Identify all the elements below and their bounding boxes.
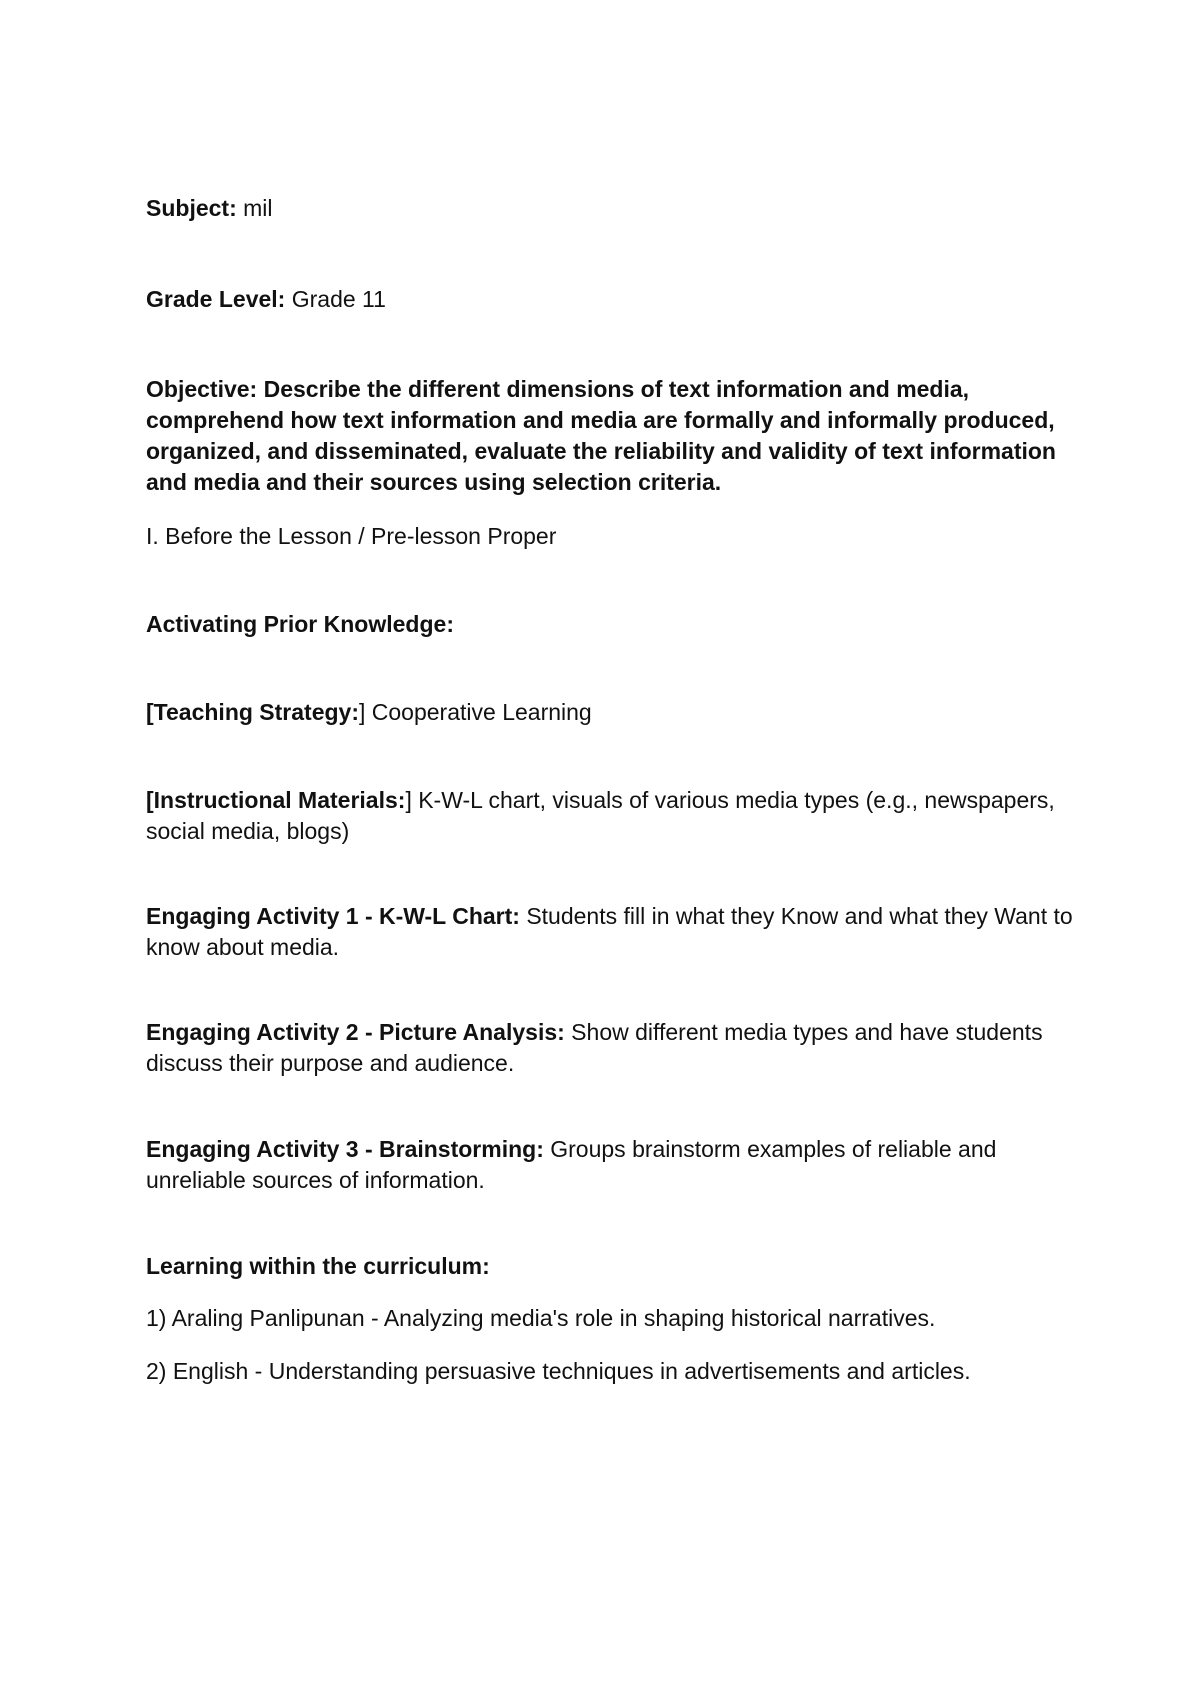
- activating-prior-knowledge-heading: Activating Prior Knowledge:: [146, 611, 454, 637]
- instructional-materials-value: K-W-L chart, visuals of various media types (e.g., newspapers, social media, blogs): [146, 787, 1055, 844]
- activity-2-label: Engaging Activity 2 - Picture Analysis:: [146, 1019, 565, 1045]
- curriculum-item-2: 2) English - Understanding persuasive techniques in advertisements and articles.: [146, 1358, 971, 1384]
- instructional-materials-line: [146, 785, 1076, 847]
- objective-paragraph: [146, 374, 1076, 498]
- grade-level-label: Grade Level:: [146, 286, 286, 312]
- teaching-strategy-label: [Teaching Strategy:: [146, 699, 359, 725]
- subject-label: Subject:: [146, 195, 237, 221]
- instructional-materials-bracket: ]: [405, 787, 412, 813]
- activity-2-text: Show different media types and have students discuss their purpose and audience.: [146, 1019, 1043, 1076]
- activity-1-paragraph: [146, 901, 1076, 963]
- instructional-materials-label: [Instructional Materials:: [146, 787, 406, 813]
- activity-1-text: Students fill in what they Know and what they Want to know about media.: [146, 903, 1073, 960]
- section-heading: I. Before the Lesson / Pre-lesson Proper: [146, 523, 557, 549]
- grade-level-line: [146, 284, 1076, 315]
- activity-3-paragraph: [146, 1134, 1076, 1196]
- activity-1-label: Engaging Activity 1 - K-W-L Chart:: [146, 903, 520, 929]
- objective-label: Objective:: [146, 376, 258, 402]
- teaching-strategy-value: Cooperative Learning: [365, 699, 592, 725]
- activity-2-paragraph: [146, 1017, 1076, 1079]
- activity-3-text: Groups brainstorm examples of reliable and unreliable sources of information.: [146, 1136, 997, 1193]
- subject-value: mil: [236, 195, 273, 221]
- curriculum-heading: Learning within the curriculum:: [146, 1253, 490, 1279]
- subject-line: [146, 193, 1076, 224]
- teaching-strategy-bracket: ]: [359, 699, 366, 725]
- activity-3-label: Engaging Activity 3 - Brainstorming:: [146, 1136, 544, 1162]
- curriculum-item-1: 1) Araling Panlipunan - Analyzing media's role in shaping historical narratives.: [146, 1305, 936, 1331]
- objective-text: Describe the different dimensions of text information and media, comprehend how text information and media are formally and informally produced, organized, and disseminated, evaluate the reliability and validity of text information and media and their sources using selection criteria.: [146, 376, 1056, 495]
- grade-level-value: Grade 11: [285, 286, 386, 312]
- teaching-strategy-line: [146, 697, 1076, 728]
